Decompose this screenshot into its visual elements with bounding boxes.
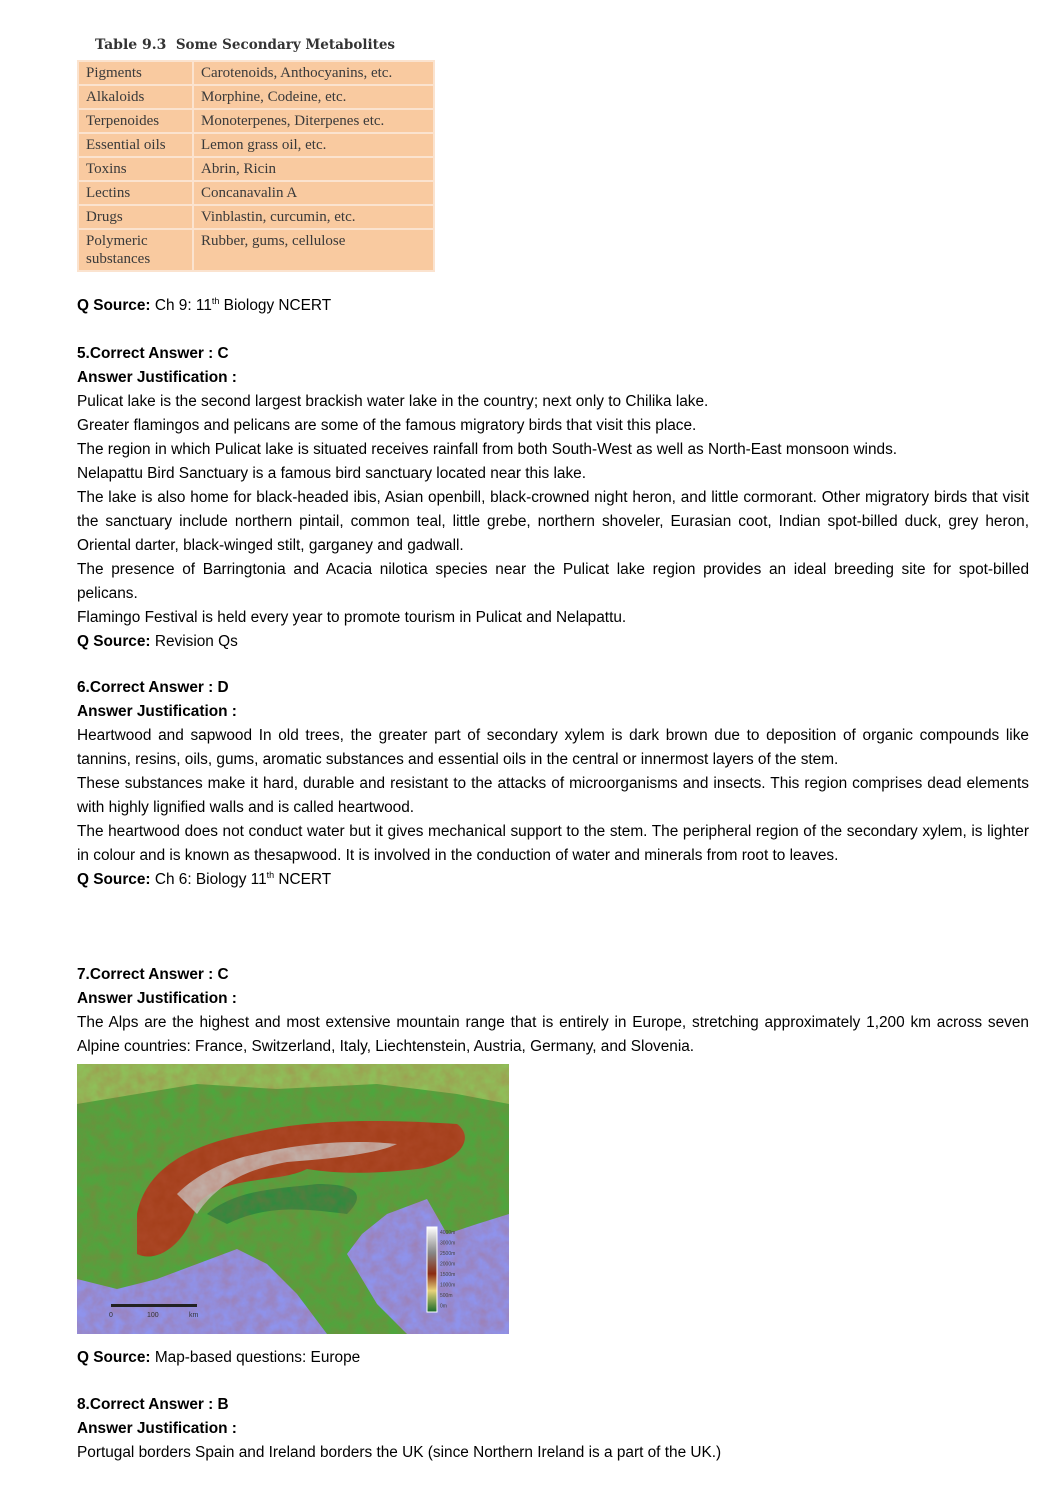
category-cell: Lectins [78, 181, 193, 205]
table-row [78, 157, 434, 181]
map-scale-label: km [189, 1312, 199, 1319]
table-row [78, 229, 434, 271]
q6-section: 6.Correct Answer : D Answer Justification : Heartwood and sapwood In old trees, the greater part of secondary xylem is dark brown due to deposition of organic compounds like tannins, resins, oils, gums, aromatic substances and essential oils in the central or innermost layers of the stem. These substances make it hard, durable and resistant to the attacks of microorganisms and insects. This region comprises dead elements with highly lignified walls and is called heartwood. The heartwood does not conduct water but it gives mechanical support to the stem. The peripheral region of the secondary xylem, is lighter in colour and is known as thesapwood. It is involved in the conduction of water and minerals from root to leaves. Q Source: Ch 6: Biology 11th NCERT [77, 679, 1029, 888]
paragraph: These substances make it hard, durable and resistant to the attacks of microorganisms and insects. This region comprises dead elements with highly lignified walls and is called heartwood. [77, 775, 1029, 816]
examples-cell: Vinblastin, curcumin, etc. [193, 205, 434, 229]
map-legend-label: 500m [440, 1293, 453, 1299]
q8-section: 8.Correct Answer : B Answer Justification : Portugal borders Spain and Ireland borders the UK (since Northern Ireland is a part of the UK.) [77, 1393, 1029, 1465]
category-cell: Toxins [78, 157, 193, 181]
secondary-metabolites-table [77, 60, 435, 272]
map-legend-label: 3000m [440, 1240, 456, 1247]
map-legend-label: 1000m [440, 1282, 456, 1289]
table-row [78, 205, 434, 229]
paragraph: Greater flamingos and pelicans are some of the famous migratory birds that visit this place. [77, 417, 697, 434]
map-legend-label: 1500m [440, 1272, 456, 1278]
examples-cell: Carotenoids, Anthocyanins, etc. [193, 61, 434, 85]
examples-cell: Rubber, gums, cellulose [193, 229, 434, 271]
paragraph: The Alps are the highest and most extensive mountain range that is entirely in Europe, stretching approximately 1,200 km across seven Alpine countries: France, Switzerland, Italy, Liechtenstein, Austria, Germany, and Slovenia. [77, 1014, 1029, 1055]
map-legend-label: 0m [440, 1303, 447, 1310]
category-cell: Polymeric substances [78, 229, 193, 271]
table-caption: Table 9.3 Some Secondary Metabolites [95, 37, 396, 53]
category-cell: Pigments [78, 61, 193, 85]
examples-cell: Lemon grass oil, etc. [193, 133, 434, 157]
map-legend-label: 4000m [440, 1230, 456, 1236]
category-cell: Alkaloids [78, 85, 193, 109]
map-legend-label: 2000m [440, 1261, 456, 1268]
paragraph: Heartwood and sapwood In old trees, the greater part of secondary xylem is dark brown due to deposition of organic compounds like tannins, resins, oils, gums, aromatic substances and essential oils in the central or innermost layers of the stem. [77, 727, 1029, 768]
map-scale-label: 100 [147, 1312, 159, 1319]
category-cell: Drugs [78, 205, 193, 229]
paragraph: The region in which Pulicat lake is situated receives rainfall from both South-West as well as North-East monsoon winds. [77, 441, 898, 458]
paragraph: Pulicat lake is the second largest brackish water lake in the country; next only to Chilika lake. [77, 393, 709, 410]
category-cell: Terpenoides [78, 109, 193, 133]
paragraph: The heartwood does not conduct water but it gives mechanical support to the stem. The peripheral region of the secondary xylem, is lighter in colour and is known as thesapwood. It is involved in the conduction of water and minerals from root to leaves. [77, 823, 1029, 864]
examples-cell: Concanavalin A [193, 181, 434, 205]
paragraph: Portugal borders Spain and Ireland borders the UK (since Northern Ireland is a part of the UK.) [77, 1444, 722, 1461]
paragraph: Nelapattu Bird Sanctuary is a famous bird sanctuary located near this lake. [77, 465, 587, 482]
examples-cell: Morphine, Codeine, etc. [193, 85, 434, 109]
paragraph: Flamingo Festival is held every year to promote tourism in Pulicat and Nelapattu. [77, 609, 627, 626]
category-cell: Essential oils [78, 133, 193, 157]
paragraph: The lake is also home for black-headed ibis, Asian openbill, black-crowned night heron, and little cormorant. Other migratory birds that visit the sanctuary include northern pintail, common teal, little grebe, northern shoveler, Eurasian coot, Indian spot-billed duck, grey heron, Oriental darter, black-winged stilt, garganey and gadwall. [77, 489, 1029, 554]
q7-heading: 7.Correct Answer : C [77, 966, 229, 983]
table-row [78, 133, 434, 157]
q5-heading: 5.Correct Answer : C [77, 345, 229, 362]
alps-relief-map [77, 1064, 509, 1334]
map-legend-label: 2500m [440, 1251, 456, 1257]
q8-heading: 8.Correct Answer : B [77, 1396, 229, 1413]
q4-source: Q Source: Ch 9: 11th Biology NCERT [77, 296, 332, 314]
table-row [78, 61, 434, 85]
q5-section: 5.Correct Answer : C Answer Justification : Pulicat lake is the second largest brackish water lake in the country; next only to Chilika lake. Greater flamingos and pelicans are some of the famous migratory birds that visit this place. The region in which Pulicat lake is situated receives rainfall from both South-West as well as North-East monsoon winds. Nelapattu Bird Sanctuary is a famous bird sanctuary located near this lake. The lake is also home for black-headed ibis, Asian openbill, black-crowned night heron, and little cormorant. Other migratory birds that visit the sanctuary include northern pintail, common teal, little grebe, northern shoveler, Eurasian coot, Indian spot-billed duck, grey heron, Oriental darter, black-winged stilt, garganey and gadwall. The presence of Barringtonia and Acacia nilotica species near the Pulicat lake region provides an ideal breeding site for spot-billed pelicans. Flamingo Festival is held every year to promote tourism in Pulicat and Nelapattu. Q Source: Revision Qs [77, 345, 1029, 650]
examples-cell: Abrin, Ricin [193, 157, 434, 181]
table-row [78, 181, 434, 205]
examples-cell: Monoterpenes, Diterpenes etc. [193, 109, 434, 133]
table-row [78, 85, 434, 109]
paragraph: The presence of Barringtonia and Acacia nilotica species near the Pulicat lake region provides an ideal breeding site for spot-billed pelicans. [77, 561, 1029, 602]
q6-heading: 6.Correct Answer : D [77, 679, 229, 696]
q7-source: Q Source: Map-based questions: Europe [77, 1349, 361, 1366]
table-row [78, 109, 434, 133]
map-scale-label: 0 [109, 1312, 113, 1319]
q7-section: 7.Correct Answer : C Answer Justification : The Alps are the highest and most extensive mountain range that is entirely in Europe, stretching approximately 1,200 km across seven Alpine countries: France, Switzerland, Italy, Liechtenstein, Austria, Germany, and Slovenia. [77, 963, 1029, 1059]
